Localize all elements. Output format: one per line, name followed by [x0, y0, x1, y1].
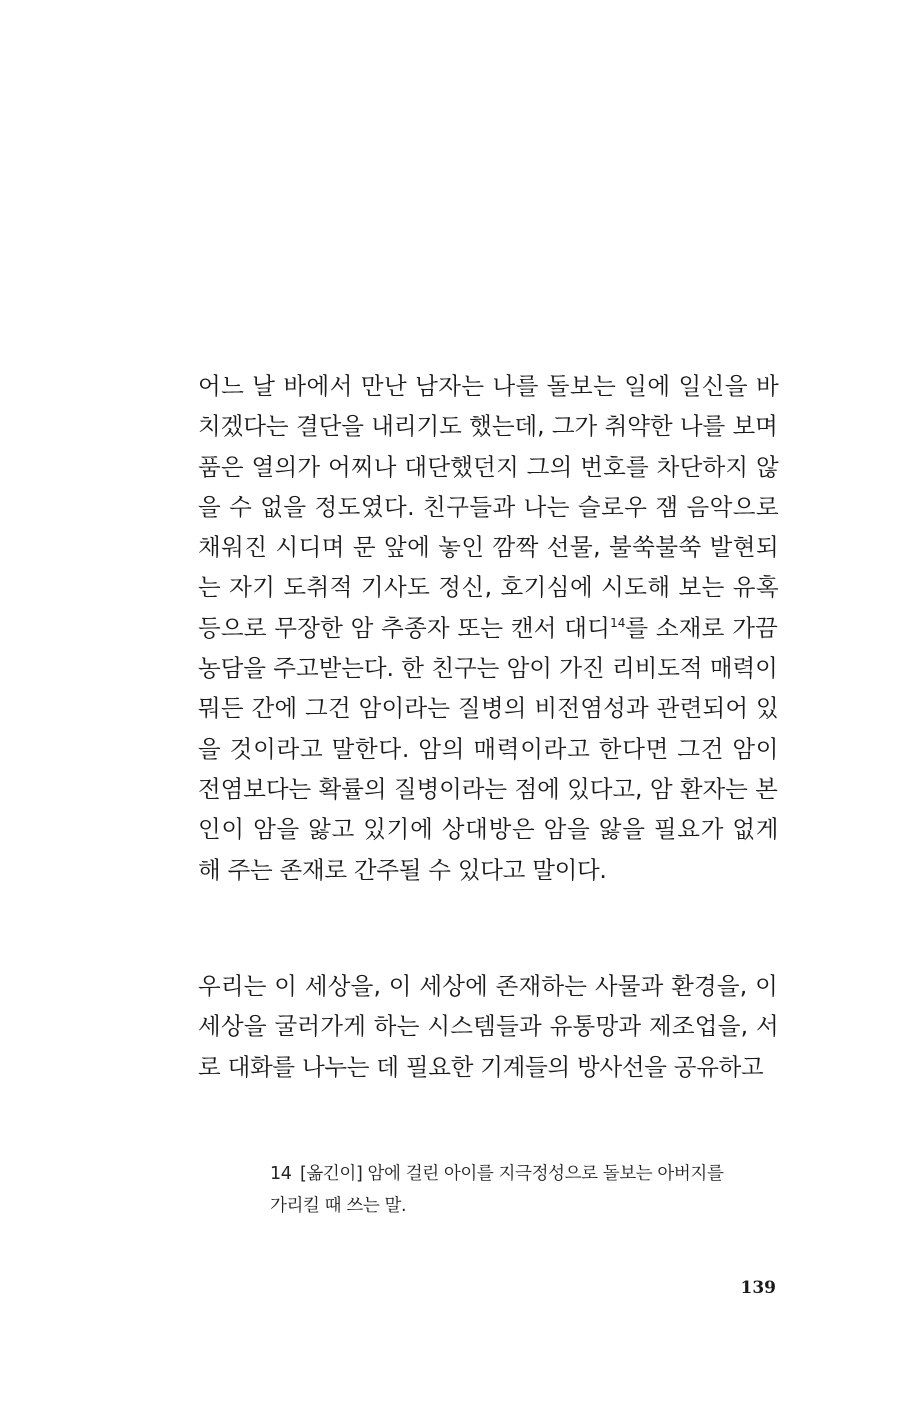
footnote-line: 가리킬 때 쓰는 말. — [270, 1196, 407, 1216]
text-line: 우리는 이 세상을, 이 세상에 존재하는 사물과 환경을, 이 — [198, 972, 779, 1000]
footnote-reference: 14 — [610, 615, 626, 630]
text-segment: 를 소재로 가끔 — [625, 613, 778, 642]
footnote — [270, 1158, 790, 1222]
paragraph-1 — [198, 366, 778, 890]
footnote-text: [옮긴이] 암에 걸린 아이를 지극정성으로 돌보는 아버지를 — [300, 1164, 724, 1184]
text-line: 전염보다는 확률의 질병이라는 점에 있다고, 암 환자는 본 — [198, 774, 778, 803]
page-number: 139 — [740, 1278, 776, 1298]
text-line: 세상을 굴러가게 하는 시스템들과 유통망과 제조업을, 서 — [198, 1012, 779, 1041]
text-line: 어느 날 바에서 만난 남자는 나를 돌보는 일에 일신을 바 — [198, 372, 780, 400]
text-line: 품은 열의가 어찌나 대단했던지 그의 번호를 차단하지 않 — [198, 452, 779, 481]
text-segment: 등으로 무장한 암 추종자 또는 캔서 대디 — [198, 613, 611, 642]
text-line: 뭐든 간에 그건 암이라는 질병의 비전염성과 관련되어 있 — [198, 694, 779, 723]
text-line: 는 자기 도취적 기사도 정신, 호기심에 시도해 보는 유혹 — [198, 573, 780, 602]
text-line: 로 대화를 나누는 데 필요한 기계들의 방사선을 공유하고 — [198, 1052, 764, 1081]
footnote-number: 14 — [270, 1164, 292, 1184]
text-line: 치겠다는 결단을 내리기도 했는데, 그가 취약한 나를 보며 — [198, 412, 778, 441]
text-line: 해 주는 존재로 간주될 수 있다고 말이다. — [198, 855, 607, 884]
text-line: 채워진 시디며 문 앞에 놓인 깜짝 선물, 불쑥불쑥 발현되 — [198, 533, 780, 562]
text-line: 을 수 없을 정도였다. 친구들과 나는 슬로우 잼 음악으로 — [198, 492, 780, 521]
text-line: 을 것이라고 말한다. 암의 매력이라고 한다면 그건 암이 — [198, 734, 780, 763]
text-line: 농담을 주고받는다. 한 친구는 암이 가진 리비도적 매력이 — [198, 654, 778, 683]
text-line-with-footnote-ref — [198, 608, 778, 648]
paragraph-2 — [198, 966, 778, 1087]
footnote-line — [270, 1158, 790, 1190]
text-line: 인이 암을 앓고 있기에 상대방은 암을 앓을 필요가 없게 — [198, 815, 780, 844]
